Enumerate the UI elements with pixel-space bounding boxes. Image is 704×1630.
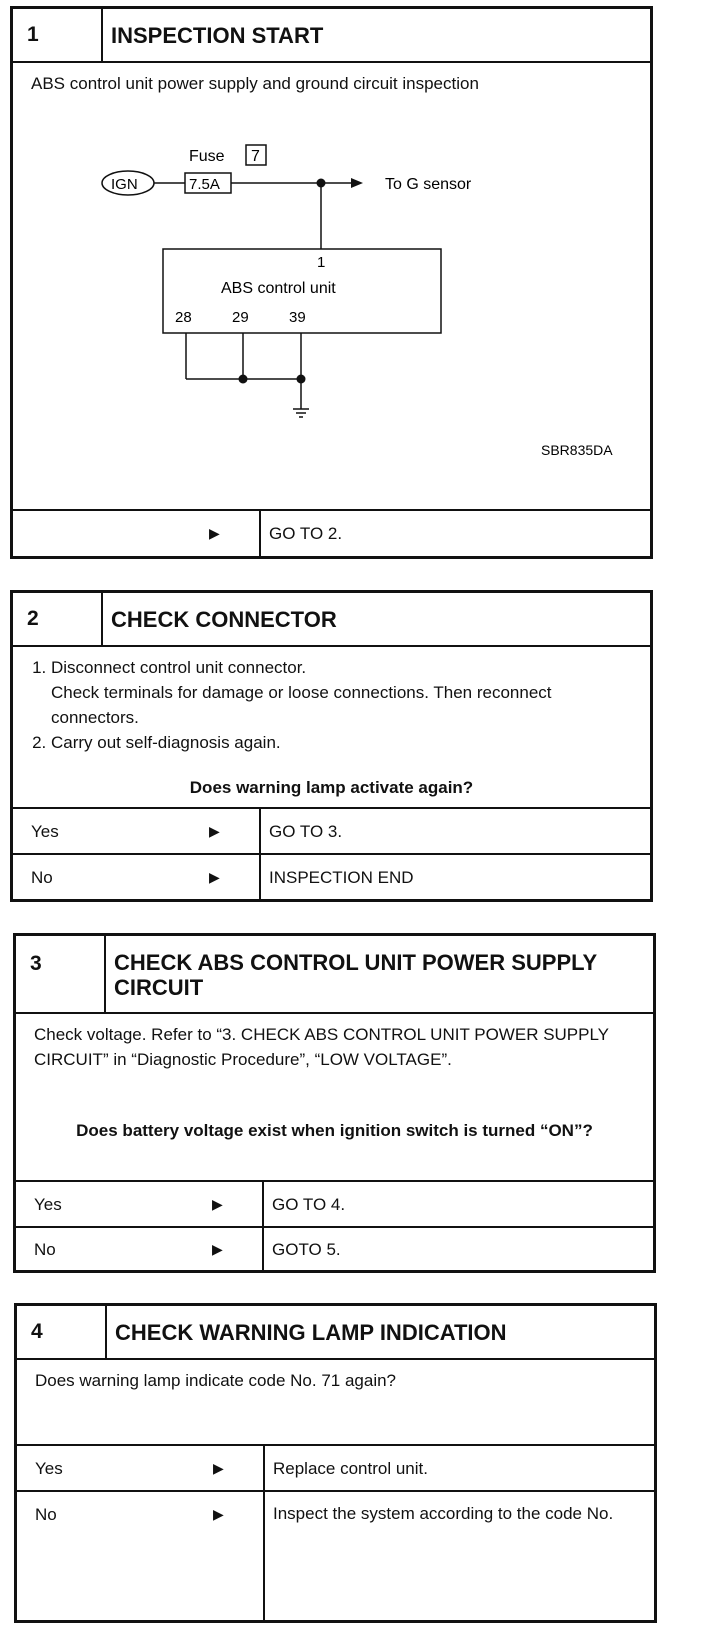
result-divider xyxy=(262,1228,264,1272)
step-4-description: Does warning lamp indicate code No. 71 again? xyxy=(35,1371,397,1390)
step-2-instructions xyxy=(21,655,640,755)
arrow-right-icon: ▶ xyxy=(213,1506,224,1522)
arrow-right-icon: ▶ xyxy=(209,525,220,541)
step-3-header xyxy=(16,936,653,1014)
fuse-label: Fuse xyxy=(189,148,225,165)
step-3-box xyxy=(13,933,656,1273)
step-4-yes-result: Replace control unit. xyxy=(273,1459,428,1478)
step-2-yes-result: GO TO 3. xyxy=(269,822,343,841)
step-3-title: CHECK ABS CONTROL UNIT POWER SUPPLY CIRCUIT xyxy=(114,950,597,1000)
step-3-no-result: GOTO 5. xyxy=(272,1240,341,1259)
pin-28-label: 28 xyxy=(175,309,192,326)
step-4-header xyxy=(17,1306,654,1360)
arrow-right-icon xyxy=(351,178,363,188)
junction-node xyxy=(297,375,306,384)
step-2-question: Does warning lamp activate again? xyxy=(189,778,474,797)
ground-icon xyxy=(293,409,309,417)
no-label: No xyxy=(31,868,53,887)
step-2-title: CHECK CONNECTOR xyxy=(111,607,337,632)
result-divider xyxy=(259,809,261,855)
step-3-number: 3 xyxy=(30,952,42,975)
step-2-item-1 xyxy=(51,655,640,730)
arrow-right-icon: ▶ xyxy=(209,823,220,839)
step-1-description: ABS control unit power supply and ground circuit inspection xyxy=(31,74,479,93)
step-4-yes-row xyxy=(17,1444,654,1492)
pin-29-label: 29 xyxy=(232,309,249,326)
pin-39-label: 39 xyxy=(289,309,306,326)
header-divider xyxy=(104,936,106,1012)
junction-node xyxy=(239,375,248,384)
result-divider xyxy=(259,511,261,558)
header-divider xyxy=(101,593,103,645)
no-label: No xyxy=(35,1505,57,1524)
result-divider xyxy=(259,855,261,901)
arrow-right-icon: ▶ xyxy=(212,1196,223,1212)
step-4-number: 4 xyxy=(31,1320,43,1343)
arrow-right-icon: ▶ xyxy=(213,1460,224,1476)
result-divider xyxy=(263,1446,265,1492)
step-2-no-row xyxy=(13,853,650,901)
step-2-item-2 xyxy=(51,730,640,755)
step-2-no-result: INSPECTION END xyxy=(269,868,414,887)
arrow-right-icon: ▶ xyxy=(212,1241,223,1257)
step-1-box xyxy=(10,6,653,559)
pin-1-label: 1 xyxy=(317,254,326,271)
arrow-right-icon: ▶ xyxy=(209,869,220,885)
step-4-box xyxy=(14,1303,657,1623)
step-3-question: Does battery voltage exist when ignition switch is turned “ON”? xyxy=(76,1121,593,1140)
step-1-result-row xyxy=(13,509,650,558)
reference-code: SBR835DA xyxy=(541,442,613,458)
fuse-number: 7 xyxy=(251,148,260,165)
header-divider xyxy=(105,1306,107,1358)
step-3-description: Check voltage. Refer to “3. CHECK ABS CONTROL UNIT POWER SUPPLY CIRCUIT” in “Diagnostic Procedure”, “LOW VOLTAGE”. xyxy=(34,1025,609,1069)
instruction-text: Check terminals for damage or loose connections. Then reconnect connectors. xyxy=(51,683,552,727)
step-1-result: GO TO 2. xyxy=(269,524,343,543)
step-4-no-row xyxy=(17,1490,654,1622)
result-divider xyxy=(263,1492,265,1622)
yes-label: Yes xyxy=(31,822,59,841)
instruction-text: Disconnect control unit connector. xyxy=(51,658,307,677)
step-4-title: CHECK WARNING LAMP INDICATION xyxy=(115,1320,507,1345)
abs-control-unit-label: ABS control unit xyxy=(221,280,336,297)
to-g-sensor-label: To G sensor xyxy=(385,176,472,193)
circuit-diagram xyxy=(13,9,650,509)
step-2-yes-row xyxy=(13,807,650,855)
step-2-header xyxy=(13,593,650,647)
step-3-yes-row xyxy=(16,1180,653,1228)
step-2-box xyxy=(10,590,653,902)
step-1-number: 1 xyxy=(27,23,39,46)
fuse-rating: 7.5A xyxy=(189,176,220,193)
step-2-number: 2 xyxy=(27,607,39,630)
step-1-title: INSPECTION START xyxy=(111,23,324,48)
yes-label: Yes xyxy=(35,1459,63,1478)
result-divider xyxy=(262,1182,264,1228)
instruction-text: Carry out self-diagnosis again. xyxy=(51,733,281,752)
ign-label: IGN xyxy=(111,176,138,193)
step-3-no-row xyxy=(16,1226,653,1272)
step-3-yes-result: GO TO 4. xyxy=(272,1195,346,1214)
yes-label: Yes xyxy=(34,1195,62,1214)
no-label: No xyxy=(34,1240,56,1259)
step-4-no-result: Inspect the system according to the code No. xyxy=(273,1504,614,1523)
